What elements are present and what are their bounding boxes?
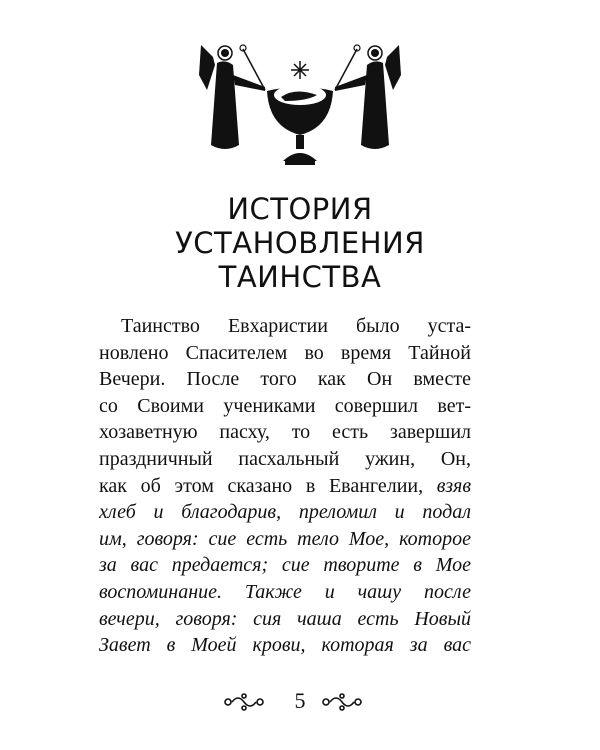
text-line — [99, 473, 471, 500]
text-line: хозаветную пасху, то есть завершил — [99, 421, 471, 444]
text-line-italic: воспоминание. Также и чашу после — [99, 580, 471, 603]
page-number: 5 — [294, 688, 306, 713]
text-line: Таинство Евхаристии было уста- — [121, 315, 471, 337]
text-line: праздничный пасхальный ужин, Он, — [99, 447, 471, 470]
text-line-plain: как об этом сказано в Евангелии, — [99, 474, 424, 497]
title-line-3: ТАИНСТВА — [218, 260, 382, 294]
text-line: новлено Спасителем во время Тайной — [99, 341, 471, 364]
title-line-1: ИСТОРИЯ — [227, 192, 373, 226]
text-line-italic: им, говоря: сие есть тело Мое, которое — [99, 527, 471, 550]
right-ornament-icon — [318, 692, 364, 712]
text-line: Вечери. После того как Он вместе — [99, 368, 471, 391]
body-text — [99, 313, 471, 659]
text-line-italic: Завет в Моей крови, которая за вас — [99, 634, 471, 657]
title-line-2: УСТАНОВЛЕНИЯ — [175, 226, 425, 260]
page-footer — [0, 688, 600, 718]
text-line-italic: вечери, говоря: сия чаша есть Новый — [99, 607, 471, 630]
angels-with-chalice-icon — [195, 35, 405, 170]
section-title — [0, 192, 600, 294]
text-line: со Своими учениками совершил вет- — [99, 394, 471, 417]
text-line-italic: хлеб и благодарив, преломил и подал — [99, 501, 471, 524]
text-line-italic: за вас предается; сие творите в Мое — [99, 554, 471, 577]
text-line-italic: взяв — [436, 474, 471, 497]
